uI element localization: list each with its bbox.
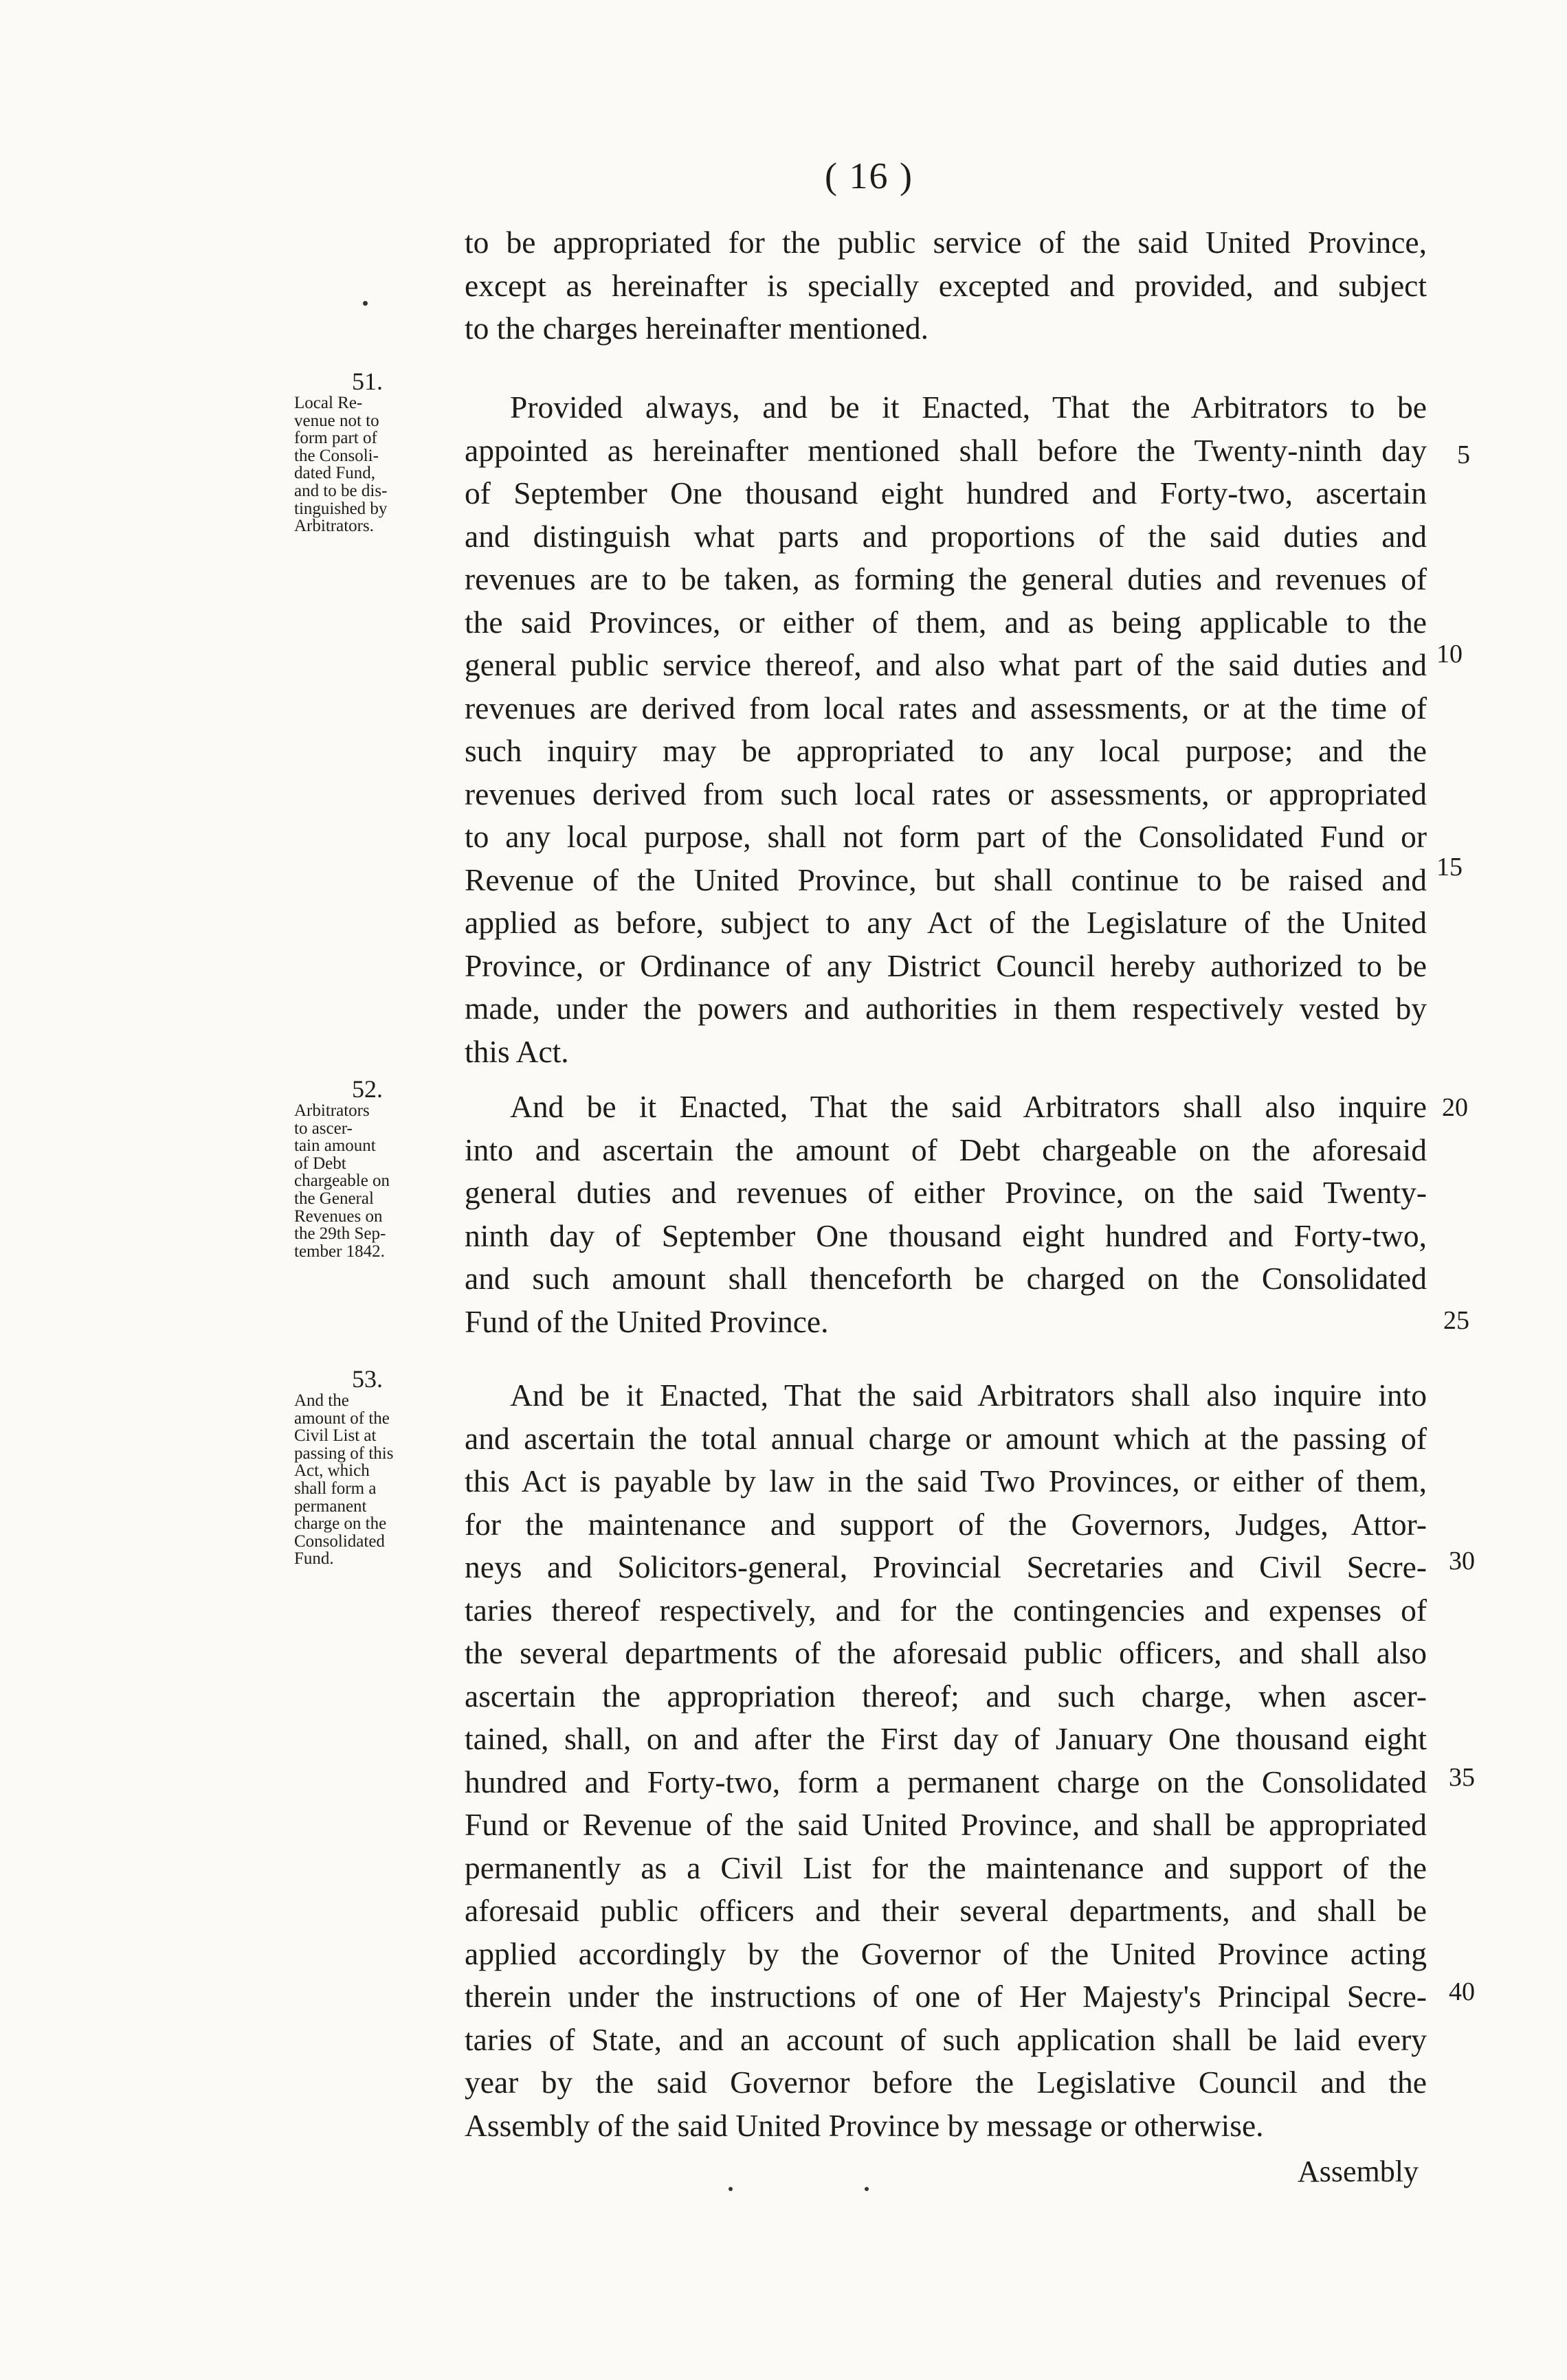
text-line: for the maintenance and support of the Governors, Judges, Attor- [465,1506,1427,1542]
line-number: 35 [1449,1763,1475,1792]
text-line: except as hereinafter is specially excepted and provided, and subject [465,267,1427,303]
line-number: 20 [1442,1093,1468,1122]
text-line: this Act. [465,1033,569,1069]
continuation-paragraph [465,221,1427,350]
text-line: to the charges hereinafter mentioned. [465,311,929,346]
margin-note-line: Fund. [294,1549,334,1569]
section-51-paragraph [465,386,1427,1073]
text-line: neys and Solicitors-general, Provincial Secretaries and Civil Secre- [465,1549,1427,1584]
catchword: Assembly [1298,2155,1419,2188]
text-line: this Act is payable by law in the said Two Provinces, or either of them, [465,1463,1427,1498]
section-number: 51. [352,368,383,395]
margin-note-line: tember 1842. [294,1242,385,1261]
text-line: revenues are to be taken, as forming the general duties and revenues of [465,561,1427,596]
margin-note-line: Consolidated [294,1531,385,1551]
text-line: applied accordingly by the Governor of the United Province acting [465,1935,1427,1971]
margin-note-line: permanent [294,1496,367,1516]
margin-note-line: Local Re- [294,394,363,412]
line-number: 5 [1457,440,1470,469]
scan-speck [865,2187,869,2191]
section-number: 53. [352,1365,383,1393]
text-line: ascertain the appropriation thereof; and such charge, when ascer- [465,1678,1427,1714]
line-number: 15 [1436,853,1463,882]
text-line: general public service thereof, and also what part of the said duties and [465,647,1427,682]
margin-note-line: the 29th Sep- [294,1224,386,1244]
text-line: the said Provinces, or either of them, and as being applicable to the [465,604,1427,640]
margin-note-line: chargeable on [294,1171,390,1191]
margin-note-line: the General [294,1189,374,1208]
section-52-paragraph [465,1086,1427,1343]
text-line: year by the said Governor before the Legislative Council and the [465,2065,1427,2100]
margin-note-line: tain amount [294,1136,376,1156]
text-line: aforesaid public officers and their several departments, and shall be [465,1893,1427,1928]
section-number: 52. [352,1075,383,1103]
margin-note-line: Revenues on [294,1206,383,1226]
scan-speck [363,301,368,306]
line-number: 30 [1449,1547,1475,1575]
text-line: revenues derived from such local rates or assessments, or appropriated [465,776,1427,811]
text-line: permanently as a Civil List for the maintenance and support of the [465,1850,1427,1885]
text-line: And be it Enacted, That the said Arbitrators shall also inquire [510,1089,1427,1124]
text-line: tained, shall, on and after the First day of January One thousand eight [465,1721,1427,1756]
text-line: such inquiry may be appropriated to any local purpose; and the [465,733,1427,768]
margin-note-line: form part of [294,429,377,448]
marginal-note-51 [294,370,452,535]
margin-note-line: of Debt [294,1154,346,1173]
text-line: Revenue of the United Province, but shall continue to be raised and [465,862,1427,897]
margin-note-line: charge on the [294,1514,387,1534]
margin-note-line: Arbitrators [294,1101,370,1120]
margin-note-line: the Consoli- [294,446,379,465]
text-line: Fund of the United Province. [465,1303,829,1339]
page-number: ( 16 ) [825,155,913,197]
margin-note-line: venue not to [294,411,379,430]
margin-note-line: shall form a [294,1479,377,1498]
text-line: to be appropriated for the public service of the said United Province, [465,225,1427,260]
margin-note-line: Arbitrators. [294,517,374,536]
margin-note-line: passing of this [294,1444,394,1463]
margin-note-line: amount of the [294,1408,390,1428]
marginal-note-52 [294,1077,452,1260]
margin-note-line: dated Fund, [294,464,376,483]
text-line: Assembly of the said United Province by message or otherwise. [465,2107,1264,2143]
text-line: applied as before, subject to any Act of the Legislature of the United [465,905,1427,940]
scan-speck [729,2187,733,2191]
text-line: revenues are derived from local rates and assessments, or at the time of [465,690,1427,726]
text-line: therein under the instructions of one of Her Majesty's Principal Secre- [465,1979,1427,2014]
text-line: taries of State, and an account of such application shall be laid every [465,2021,1427,2057]
margin-note-line: tinguished by [294,499,388,518]
text-line: to any local purpose, shall not form part of the Consolidated Fund or [465,819,1427,854]
text-line: and such amount shall thenceforth be charged on the Consolidated [465,1261,1427,1296]
text-line: ninth day of September One thousand eight hundred and Forty-two, [465,1217,1427,1253]
text-line: and distinguish what parts and proportions of the said duties and [465,518,1427,554]
margin-note-line: And the [294,1391,349,1410]
text-line: Fund or Revenue of the said United Province, and shall be appropriated [465,1807,1427,1842]
marginal-note-53 [294,1367,452,1568]
margin-note-line: Civil List at [294,1426,377,1446]
line-number: 10 [1436,640,1463,669]
text-line: made, under the powers and authorities in them respectively vested by [465,991,1427,1026]
text-line: hundred and Forty-two, form a permanent charge on the Consolidated [465,1764,1427,1799]
text-line: and ascertain the total annual charge or amount which at the passing of [465,1420,1427,1456]
text-line: Provided always, and be it Enacted, That the Arbitrators to be [510,390,1427,425]
margin-note-line: and to be dis- [294,481,388,500]
text-line: And be it Enacted, That the said Arbitrators shall also inquire into [510,1378,1427,1413]
line-number: 40 [1449,1977,1475,2006]
text-line: Province, or Ordinance of any District Council hereby authorized to be [465,947,1427,983]
text-line: the several departments of the aforesaid public officers, and shall also [465,1635,1427,1670]
text-line: into and ascertain the amount of Debt chargeable on the aforesaid [465,1132,1427,1167]
text-line: general duties and revenues of either Province, on the said Twenty- [465,1175,1427,1210]
text-line: appointed as hereinafter mentioned shall before the Twenty-ninth day [465,432,1427,468]
line-number: 25 [1443,1306,1469,1335]
section-53-paragraph [465,1374,1427,2147]
margin-note-line: Act, which [294,1461,370,1481]
margin-note-line: to ascer- [294,1119,353,1138]
text-line: of September One thousand eight hundred and Forty-two, ascertain [465,475,1427,510]
text-line: taries thereof respectively, and for the contingencies and expenses of [465,1592,1427,1628]
